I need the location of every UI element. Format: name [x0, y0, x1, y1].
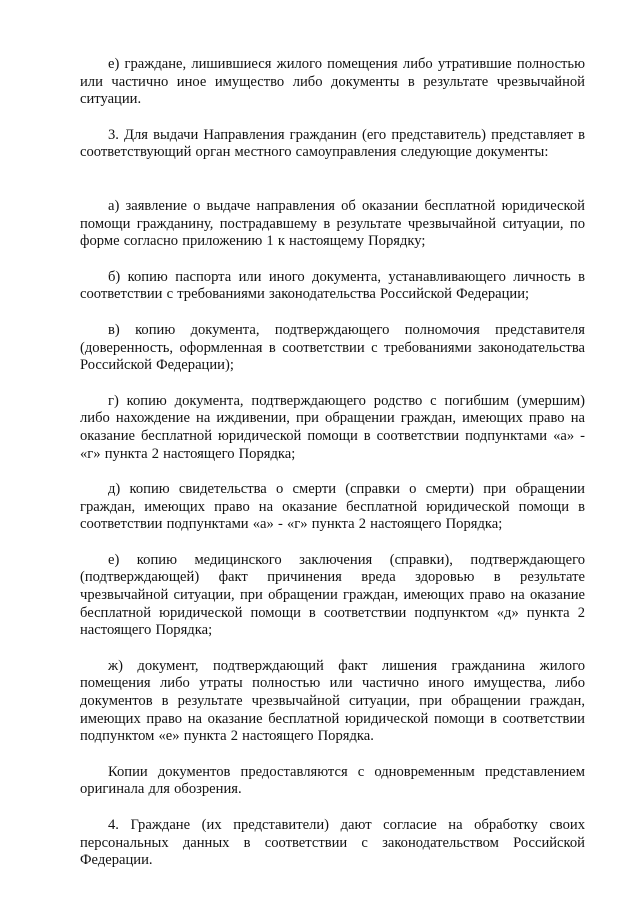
- paragraph-e-citizens: е) граждане, лишившиеся жилого помещения либо утратившие полностью или частично иное имущество либо документы в результате чрезвычайной ситуации.: [80, 56, 585, 108]
- paragraph-item-4: 4. Граждане (их представители) дают согласие на обработку своих персональных данных в соответствии с законодательством Российской Федерации.: [80, 817, 585, 869]
- paragraph-doc-d: д) копию свидетельства о смерти (справки о смерти) при обращении граждан, имеющих право на оказание бесплатной юридической помощи в соответствии подпунктами «а» - «г» пункта 2 настоящего Порядка;: [80, 481, 585, 533]
- paragraph-doc-a: а) заявление о выдаче направления об оказании бесплатной юридической помощи гражданину, пострадавшему в результате чрезвычайной ситуации, по форме согласно приложению 1 к настоящему Порядку;: [80, 197, 585, 250]
- paragraph-copies: Копии документов предоставляются с одновременным представлением оригинала для обозрения.: [80, 763, 585, 798]
- paragraph-doc-b: б) копию паспорта или иного документа, устанавливающего личность в соответствии с требованиями законодательства Российской Федерации;: [80, 268, 585, 303]
- paragraph-doc-g: г) копию документа, подтверждающего родство с погибшим (умершим) либо нахождение на иждивении, при обращении граждан, имеющих право на оказание бесплатной юридической помощи в соответствии подпунктами «а» - «г» пункта 2 настоящего Порядка;: [80, 392, 585, 462]
- paragraph-doc-zh: ж) документ, подтверждающий факт лишения гражданина жилого помещения либо утраты полностью или частично иного имущества, либо документов в результате чрезвычайной ситуации, при обращении граждан, имеющих право на оказание бесплатной юридической помощи в соответствии подпунктом «е» пункта 2 настоящего Порядка.: [80, 657, 585, 745]
- paragraph-doc-e: е) копию медицинского заключения (справки), подтверждающего (подтверждающей) факт причинения вреда здоровью в результате чрезвычайной ситуации, при обращении граждан, имеющих право на оказание бесплатной юридической помощи в соответствии подпунктом «д» пункта 2 настоящего Порядка;: [80, 551, 585, 639]
- document-page: [80, 56, 585, 888]
- paragraph-item-3: 3. Для выдачи Направления гражданин (его представитель) представляет в соответствующий орган местного самоуправления следующие документы:: [80, 126, 585, 161]
- paragraph-doc-v: в) копию документа, подтверждающего полномочия представителя (доверенность, оформленная в соответствии с требованиями законодательства Российской Федерации);: [80, 321, 585, 374]
